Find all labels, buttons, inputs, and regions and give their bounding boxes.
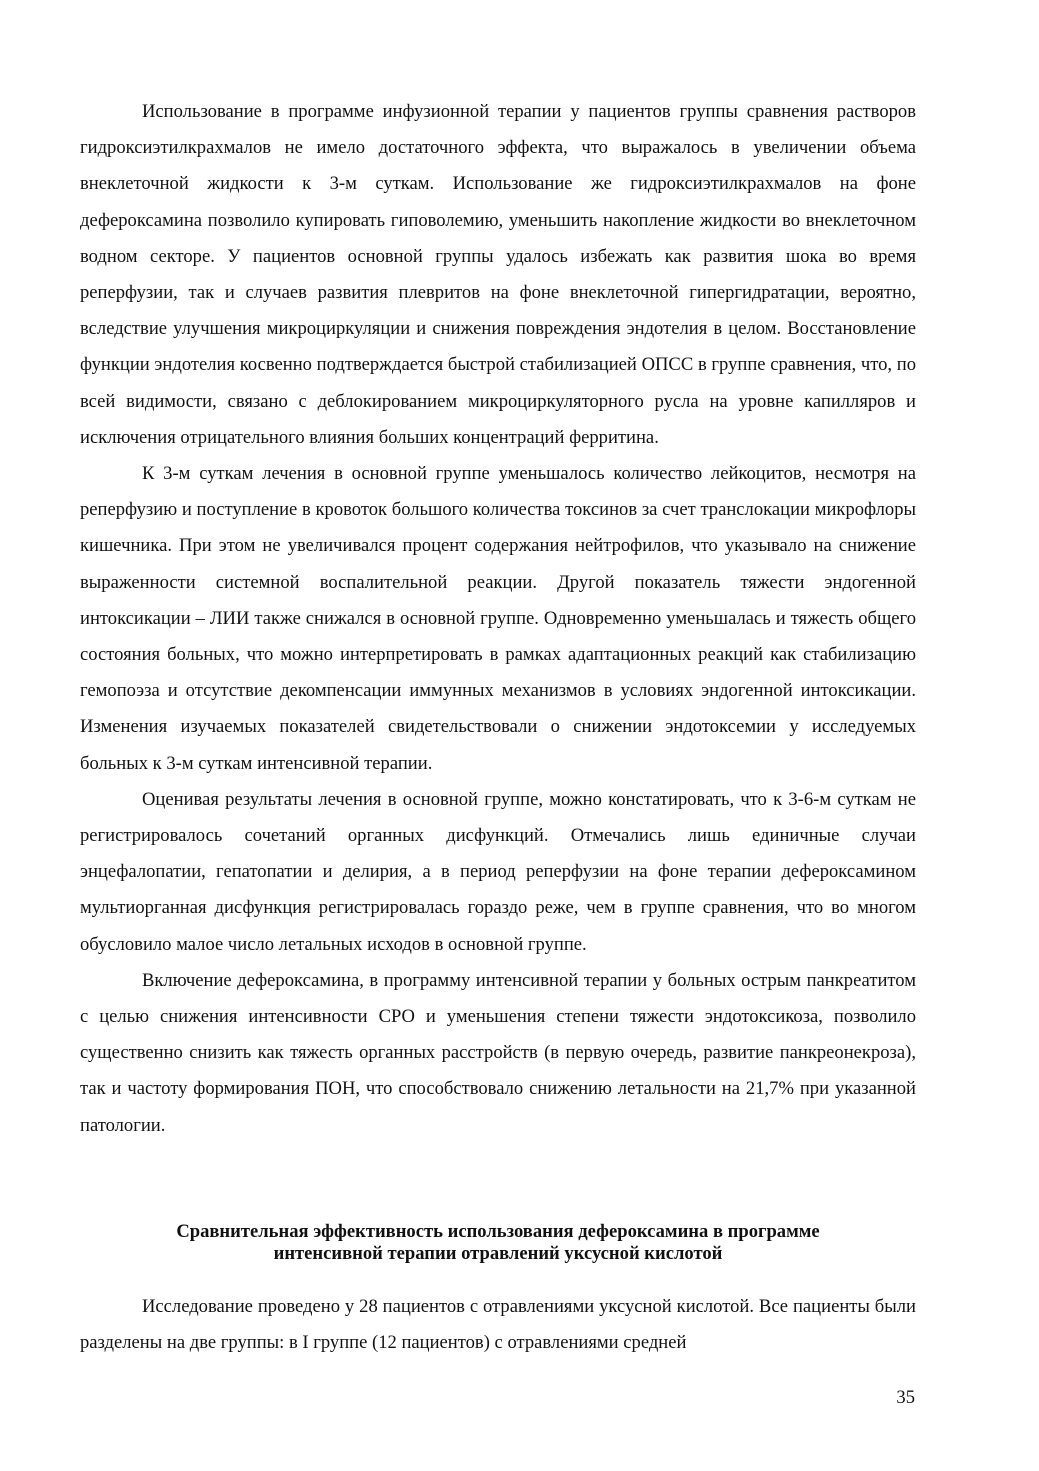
paragraph-2: К 3-м суткам лечения в основной группе уменьшалось количество лейкоцитов, несмотря на реперфузию и поступление в кровоток большого количества токсинов за счет транслокации микрофлоры кишечника. При этом не увеличивался процент содержания нейтрофилов, что указывало на снижение выраженности системной воспалительной реакции. Другой показатель тяжести эндогенной интоксикации – ЛИИ также снижался в основной группе. Одновременно уменьшалась и тяжесть общего состояния больных, что можно интерпретировать в рамках адаптационных реакций как стабилизацию гемопоэза и отсутствие декомпенсации иммунных механизмов в условиях эндогенной интоксикации. Изменения изучаемых показателей свидетельствовали о снижении эндотоксемии у исследуемых больных к 3-м суткам интенсивной терапии. — [80, 463, 916, 774]
section-body-text — [80, 1289, 916, 1361]
section-heading-line-2: интенсивной терапии отравлений уксусной кислотой — [273, 1243, 723, 1264]
page-number: 35 — [896, 1387, 915, 1408]
body-text — [80, 94, 916, 1144]
section-paragraph-1: Исследование проведено у 28 пациентов с отравлениями уксусной кислотой. Все пациенты были разделены на две группы: в I группе (12 пациентов) с отравлениями средней — [80, 1296, 916, 1354]
section-heading — [80, 1221, 916, 1265]
paragraph-1: Использование в программе инфузионной терапии у пациентов группы сравнения растворов гидроксиэтилкрахмалов не имело достаточного эффекта, что выражалось в увеличении объема внеклеточной жидкости к 3-м суткам. Использование же гидроксиэтилкрахмалов на фоне дефероксамина позволило купировать гиповолемию, уменьшить накопление жидкости во внеклеточном водном секторе. У пациентов основной группы удалось избежать как развития шока во время реперфузии, так и случаев развития плевритов на фоне внеклеточной гипергидратации, вероятно, вследствие улучшения микроциркуляции и снижения повреждения эндотелия в целом. Восстановление функции эндотелия косвенно подтверждается быстрой стабилизацией ОПСС в группе сравнения, что, по всей видимости, связано с деблокированием микроциркуляторного русла на уровне капилляров и исключения отрицательного влияния больших концентраций ферритина. — [80, 101, 916, 448]
section-heading-line-1: Сравнительная эффективность использования дефероксамина в программе — [176, 1221, 820, 1242]
paragraph-4: Включение дефероксамина, в программу интенсивной терапии у больных острым панкреатитом с целью снижения интенсивности СРО и уменьшения степени тяжести эндотоксикоза, позволило существенно снизить как тяжесть органных расстройств (в первую очередь, развитие панкреонекроза), так и частоту формирования ПОН, что способствовало снижению летальности на 21,7% при указанной патологии. — [80, 969, 916, 1136]
paragraph-3: Оценивая результаты лечения в основной группе, можно констатировать, что к 3-6-м суткам не регистрировалось сочетаний органных дисфункций. Отмечались лишь единичные случаи энцефалопатии, гепатопатии и делирия, а в период реперфузии на фоне терапии дефероксамином мультиорганная дисфункция регистрировалась гораздо реже, чем в группе сравнения, что во многом обусловило малое число летальных исходов в основной группе. — [80, 788, 916, 955]
